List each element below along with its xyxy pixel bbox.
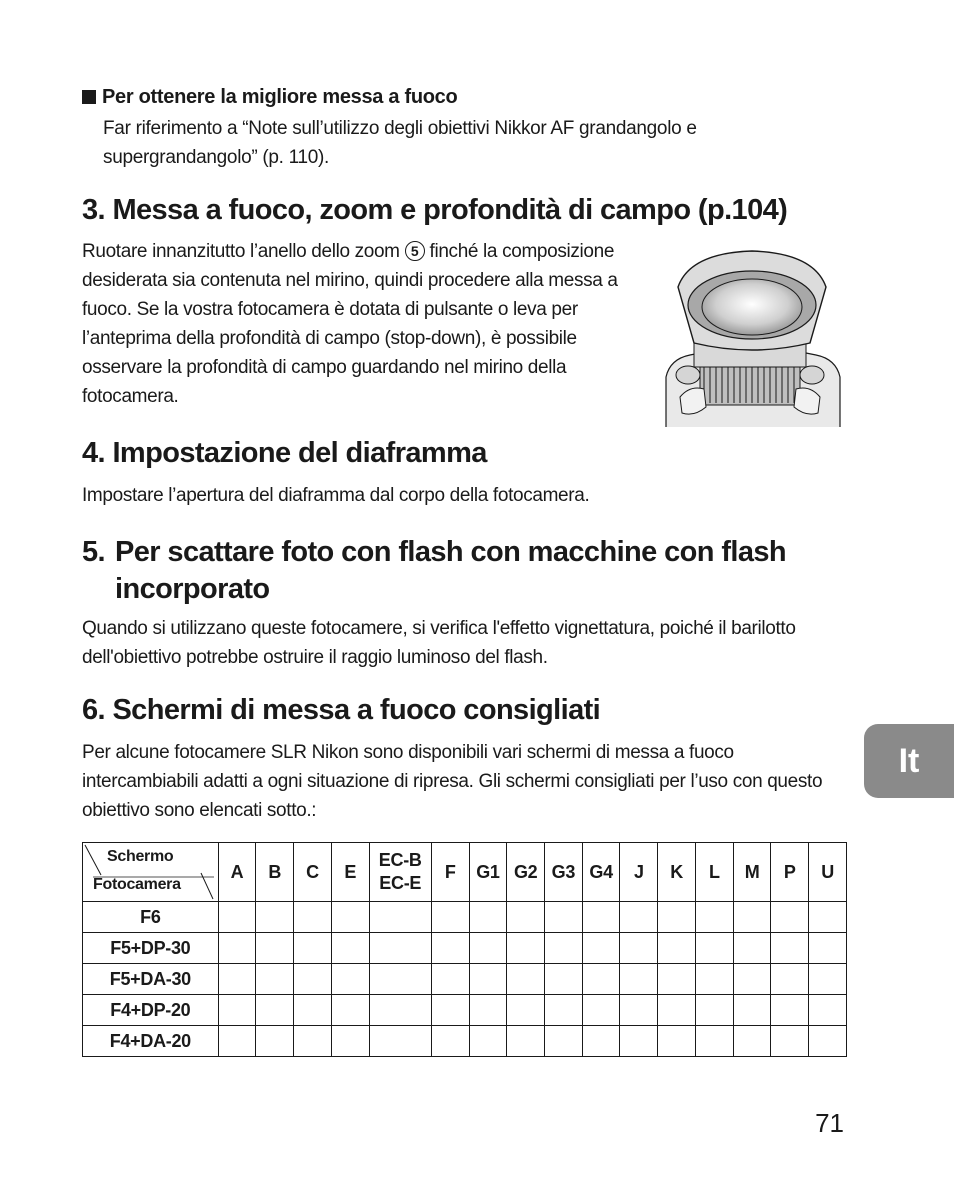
table-cell	[469, 964, 507, 995]
table-cell	[431, 933, 469, 964]
table-cell	[218, 964, 256, 995]
table-cell	[620, 1026, 658, 1057]
table-row	[83, 964, 847, 995]
table-cell	[582, 964, 620, 995]
column-header-ec: EC-B EC-E	[369, 843, 431, 902]
table-cell	[620, 933, 658, 964]
table-cell	[431, 902, 469, 933]
column-header: F	[431, 843, 469, 902]
table-cell	[369, 902, 431, 933]
table-cell	[218, 1026, 256, 1057]
section-5-title: 5. Per scattare foto con flash con macchine con flash incorporato	[82, 536, 787, 605]
table-cell	[809, 1026, 847, 1057]
section-5-text: Quando si utilizzano queste fotocamere, si verifica l'effetto vignettatura, poiché il barilotto dell'obiettivo potrebbe ostruire il raggio luminoso del flash.	[82, 618, 796, 668]
table-cell	[218, 902, 256, 933]
table-cell	[695, 995, 733, 1026]
table-cell	[582, 902, 620, 933]
table-cell	[771, 933, 809, 964]
table-cell	[369, 964, 431, 995]
table-cell	[545, 933, 583, 964]
table-cell	[658, 902, 696, 933]
zoom-ring-marker: 5	[405, 241, 425, 261]
table-cell	[620, 902, 658, 933]
table-cell	[658, 995, 696, 1026]
column-header: J	[620, 843, 658, 902]
table-cell	[331, 995, 369, 1026]
table-row	[83, 902, 847, 933]
table-cell	[582, 933, 620, 964]
column-header: P	[771, 843, 809, 902]
table-cell	[369, 933, 431, 964]
table-cell	[582, 995, 620, 1026]
column-header: C	[294, 843, 332, 902]
column-header: M	[733, 843, 771, 902]
table-cell	[294, 902, 332, 933]
camera-cell: F5+DP-30	[83, 933, 219, 964]
table-cell	[809, 964, 847, 995]
section-4-text: Impostare l’apertura del diaframma dal corpo della fotocamera.	[82, 485, 590, 506]
section-6-title: 6. Schermi di messa a fuoco consigliati	[82, 694, 601, 726]
table-cell	[256, 933, 294, 964]
table-cell	[545, 902, 583, 933]
table-cell	[582, 1026, 620, 1057]
table-body	[83, 902, 847, 1057]
corner-label-camera: Fotocamera	[93, 876, 181, 893]
table-cell	[331, 964, 369, 995]
table-cell	[256, 1026, 294, 1057]
table-cell	[658, 933, 696, 964]
table-cell	[507, 902, 545, 933]
column-header: G3	[545, 843, 583, 902]
table-cell	[620, 995, 658, 1026]
column-header: E	[331, 843, 369, 902]
table-cell	[469, 1026, 507, 1057]
column-header: A	[218, 843, 256, 902]
table-cell	[507, 1026, 545, 1057]
table-cell	[809, 933, 847, 964]
table-header-row	[83, 843, 847, 902]
note-heading: Per ottenere la migliore messa a fuoco	[82, 86, 457, 109]
camera-cell: F4+DP-20	[83, 995, 219, 1026]
table-cell	[507, 995, 545, 1026]
table-cell	[431, 995, 469, 1026]
table-cell	[695, 964, 733, 995]
camera-cell: F5+DA-30	[83, 964, 219, 995]
table-cell	[771, 995, 809, 1026]
camera-cell: F4+DA-20	[83, 1026, 219, 1057]
table-cell	[256, 902, 294, 933]
table-corner-cell	[83, 843, 219, 902]
table-cell	[431, 964, 469, 995]
table-cell	[733, 964, 771, 995]
focusing-screens-table	[82, 842, 847, 1057]
table-cell	[733, 902, 771, 933]
camera-cell: F6	[83, 902, 219, 933]
section-6-text: Per alcune fotocamere SLR Nikon sono disponibili vari schermi di messa a fuoco intercambiabili adatti a ogni situazione di ripresa. Gli schermi consigliati per l’uso con questo obiettivo sono elencati sotto.:	[82, 742, 823, 821]
table-cell	[733, 1026, 771, 1057]
table-cell	[256, 995, 294, 1026]
table-cell	[620, 964, 658, 995]
table-cell	[658, 1026, 696, 1057]
column-header: K	[658, 843, 696, 902]
column-header: G1	[469, 843, 507, 902]
table-cell	[695, 1026, 733, 1057]
table-cell	[469, 933, 507, 964]
table-cell	[294, 995, 332, 1026]
table-cell	[469, 995, 507, 1026]
column-header: B	[256, 843, 294, 902]
table-cell	[545, 995, 583, 1026]
section-3-title: 3. Messa a fuoco, zoom e profondità di campo (p.104)	[82, 194, 788, 226]
camera-lens-icon	[660, 247, 844, 431]
table-cell	[733, 933, 771, 964]
column-header: L	[695, 843, 733, 902]
table-cell	[733, 995, 771, 1026]
column-header: G2	[507, 843, 545, 902]
table-row	[83, 995, 847, 1026]
table-cell	[507, 964, 545, 995]
column-header: G4	[582, 843, 620, 902]
table-cell	[294, 1026, 332, 1057]
page-number: 71	[815, 1108, 844, 1138]
note-body: Far riferimento a “Note sull’utilizzo degli obiettivi Nikkor AF grandangolo e supergrandangolo” (p. 110).	[103, 118, 697, 168]
table-cell	[545, 1026, 583, 1057]
table-cell	[695, 933, 733, 964]
table-cell	[256, 964, 294, 995]
table-cell	[431, 1026, 469, 1057]
column-header: U	[809, 843, 847, 902]
table-cell	[331, 933, 369, 964]
table-cell	[771, 1026, 809, 1057]
table-cell	[369, 1026, 431, 1057]
table-cell	[771, 964, 809, 995]
table-cell	[469, 902, 507, 933]
table-cell	[545, 964, 583, 995]
table-row	[83, 933, 847, 964]
lens-illustration	[660, 247, 844, 431]
bullet-square-icon	[82, 90, 96, 104]
table-cell	[695, 902, 733, 933]
section-3-text: Ruotare innanzitutto l’anello dello zoom 5 finché la composizione desiderata sia contenuta nel mirino, quindi procedere alla messa a fuoco. Se la vostra fotocamera è dotata di pulsante o leva per l’anteprima della profondità di campo (stop-down), è possibile osservare la profondità di campo guardando nel mirino della fotocamera.	[82, 241, 618, 407]
table-cell	[218, 933, 256, 964]
table-cell	[771, 902, 809, 933]
section-4-title: 4. Impostazione del diaframma	[82, 437, 487, 469]
table-cell	[809, 995, 847, 1026]
table-cell	[507, 933, 545, 964]
corner-label-screen: Schermo	[107, 848, 174, 865]
table-cell	[369, 995, 431, 1026]
table-cell	[809, 902, 847, 933]
table-cell	[294, 933, 332, 964]
table-cell	[658, 964, 696, 995]
language-tab: It	[864, 724, 954, 798]
table-cell	[294, 964, 332, 995]
table-cell	[331, 902, 369, 933]
table-cell	[331, 1026, 369, 1057]
table-cell	[218, 995, 256, 1026]
table-row	[83, 1026, 847, 1057]
